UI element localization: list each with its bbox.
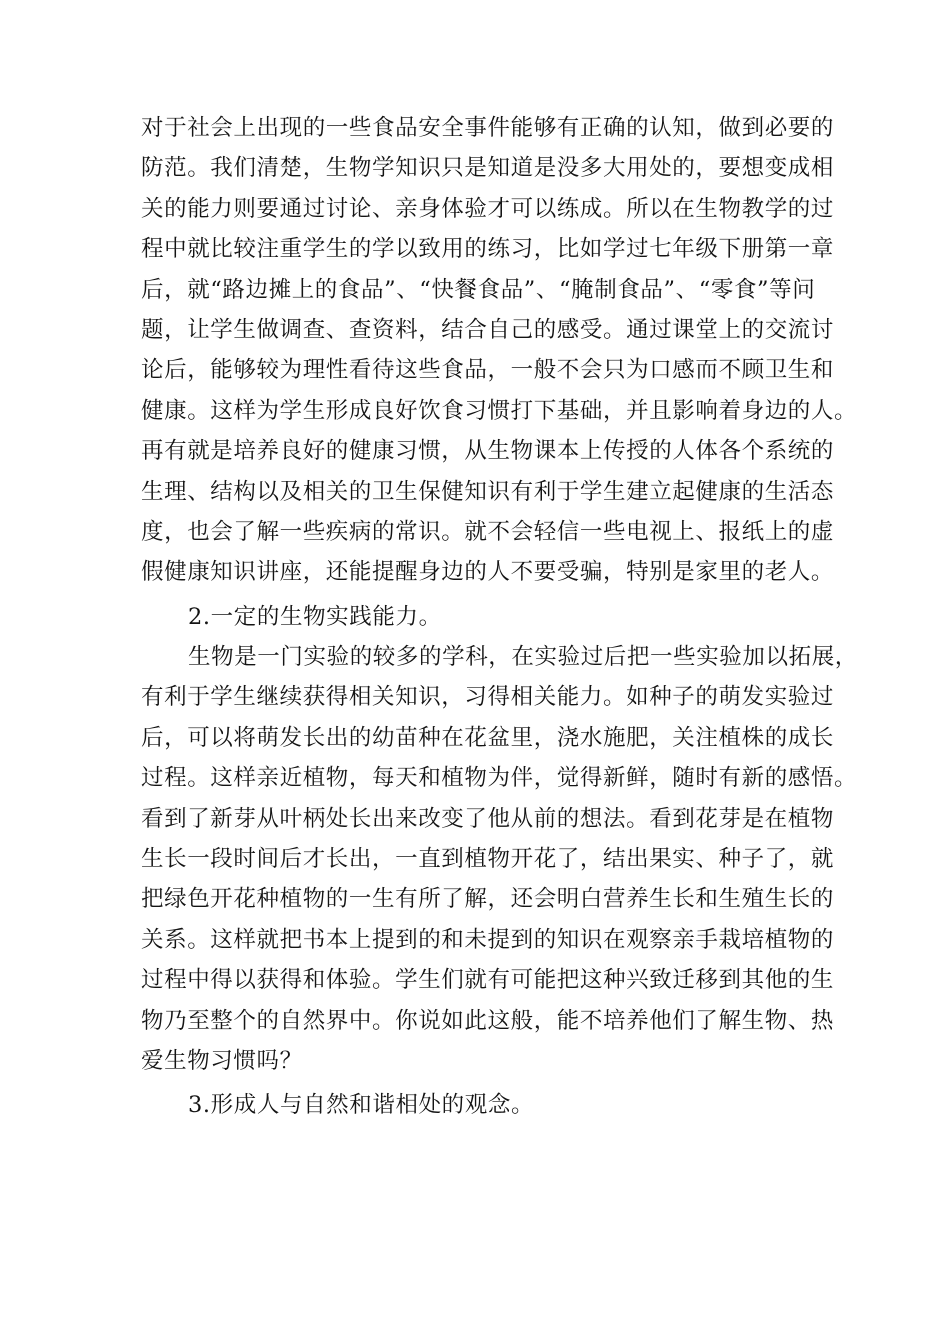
- text-line: 关系。这样就把书本上提到的和未提到的知识在观察亲手栽培植物的: [141, 926, 835, 953]
- text-line: 生物是一门实验的较多的学科，在实验过后把一些实验加以拓展，: [188, 644, 858, 671]
- text-line: 爱生物习惯吗？: [141, 1047, 303, 1074]
- text-line: 程中就比较注重学生的学以致用的练习，比如学过七年级下册第一章: [141, 236, 835, 263]
- paragraph-practice-ability: [141, 637, 858, 1081]
- paragraph-food-safety: [141, 108, 858, 593]
- text-line: 后，可以将萌发长出的幼苗种在花盆里，浇水施肥，关注植株的成长: [141, 724, 835, 751]
- text-line: 论后，能够较为理性看待这些食品，一般不会只为口感而不顾卫生和: [141, 357, 835, 384]
- text-line: 过程。这样亲近植物，每天和植物为伴，觉得新鲜，随时有新的感悟。: [141, 765, 858, 792]
- text-line: 过程中得以获得和体验。学生们就有可能把这种兴致迁移到其他的生: [141, 967, 835, 994]
- text-line: 关的能力则要通过讨论、亲身体验才可以练成。所以在生物教学的过: [141, 195, 835, 222]
- text-line: 假健康知识讲座，还能提醒身边的人不要受骗，特别是家里的老人。: [141, 559, 835, 586]
- text-line: 生理、结构以及相关的卫生保健知识有利于学生建立起健康的生活态: [141, 478, 835, 505]
- document-body: [141, 108, 858, 1126]
- text-line: 生长一段时间后才长出，一直到植物开花了，结出果实、种子了，就: [141, 846, 835, 873]
- text-line: 对于社会上出现的一些食品安全事件能够有正确的认知，做到必要的: [141, 115, 835, 141]
- text-line: 健康。这样为学生形成良好饮食习惯打下基础，并且影响着身边的人。: [141, 397, 858, 424]
- text-line: 把绿色开花种植物的一生有所了解，还会明白营养生长和生殖生长的: [141, 886, 835, 913]
- text-line: 物乃至整个的自然界中。你说如此这般，能不培养他们了解生物、热: [141, 1007, 835, 1034]
- text-line: 防范。我们清楚，生物学知识只是知道是没多大用处的，要想变成相: [141, 155, 835, 182]
- section-heading-2: 2.一定的生物实践能力。: [188, 603, 442, 630]
- text-line: 后，就“路边摊上的食品”、“快餐食品”、“腌制食品”、“零食”等问: [141, 276, 816, 303]
- section-heading-3: 3.形成人与自然和谐相处的观念。: [188, 1092, 535, 1119]
- text-line: 有利于学生继续获得相关知识，习得相关能力。如种子的萌发实验过: [141, 684, 835, 711]
- text-line: 度，也会了解一些疾病的常识。就不会轻信一些电视上、报纸上的虚: [141, 518, 835, 545]
- text-line: 再有就是培养良好的健康习惯，从生物课本上传授的人体各个系统的: [141, 438, 835, 465]
- text-line: 看到了新芽从叶柄处长出来改变了他从前的想法。看到花芽是在植物: [141, 805, 835, 832]
- text-line: 题，让学生做调查、查资料，结合自己的感受。通过课堂上的交流讨: [141, 316, 835, 343]
